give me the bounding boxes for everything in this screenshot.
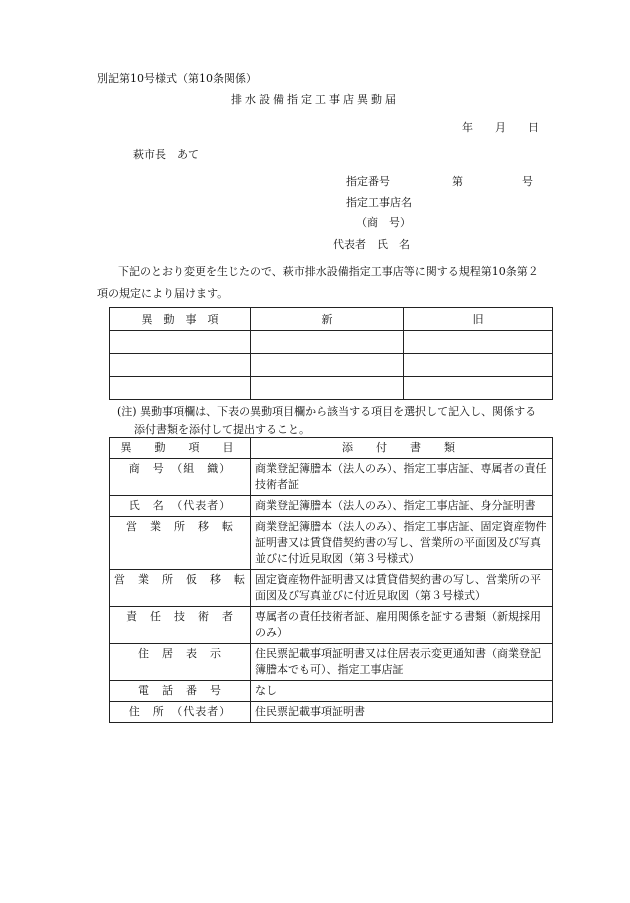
table-row [110, 607, 553, 644]
table-row [110, 459, 553, 496]
documents-text: 商業登記簿謄本（法人のみ）、指定工事店証、専属者の責任技術者証 [251, 459, 553, 496]
table-row [110, 496, 553, 517]
documents-text: 専属者の責任技術者証、雇用関係を証する書類（新規採用のみ） [251, 607, 553, 644]
item-label: 住 居 表 示 [110, 644, 251, 681]
item-label: 営 業 所 移 転 [110, 517, 251, 570]
documents-text: 住民票記載事項証明書 [251, 702, 553, 723]
item-label: 住 所 （代表者） [110, 702, 251, 723]
item-label: 氏 名 （代表者） [110, 496, 251, 517]
attachments-table [109, 437, 553, 723]
designation-dai: 第 [452, 175, 463, 188]
trade-name-label: （商 号） [356, 216, 411, 229]
note-line1: (注) 異動事項欄は、下表の異動項目欄から該当する項目を選択して記入し、関係する [117, 405, 537, 418]
new-value-field[interactable] [251, 377, 404, 400]
table-row [110, 681, 553, 702]
date-line: 年 月 日 [462, 121, 539, 134]
old-value-field[interactable] [404, 377, 553, 400]
documents-text: 商業登記簿謄本（法人のみ）、指定工事店証、身分証明書 [251, 496, 553, 517]
documents-text: 固定資産物件証明書又は賃貸借契約書の写し、営業所の平面図及び写真並びに付近見取図（第３号様式） [251, 570, 553, 607]
designation-number-label: 指定番号 [346, 175, 390, 188]
change-table-header [110, 308, 553, 331]
header-old: 旧 [404, 308, 553, 331]
header-new: 新 [251, 308, 404, 331]
item-label: 電 話 番 号 [110, 681, 251, 702]
table-row [110, 331, 553, 354]
table-row [110, 354, 553, 377]
table-row [110, 570, 553, 607]
form-reference: 別記第10号様式（第10条関係） [97, 72, 257, 85]
change-item-field[interactable] [110, 354, 251, 377]
designation-go: 号 [522, 175, 533, 188]
table-row [110, 644, 553, 681]
change-table [109, 307, 553, 400]
documents-text: 商業登記簿謄本（法人のみ）、指定工事店証、固定資産物件証明書又は賃貸借契約書の写し、営業所の平面図及び写真並びに付近見取図（第３号様式） [251, 517, 553, 570]
item-label: 商 号 （組 織） [110, 459, 251, 496]
document-title: 排水設備指定工事店異動届 [231, 93, 399, 106]
header-change-item: 異 動 事 項 [110, 308, 251, 331]
table-row [110, 702, 553, 723]
attachments-table-header [110, 438, 553, 459]
representative-label: 代表者 氏 名 [333, 238, 410, 251]
documents-text: 住民票記載事項証明書又は住居表示変更通知書（商業登記簿謄本でも可）、指定工事店証 [251, 644, 553, 681]
body-text-line2: 項の規定により届けます。 [97, 287, 229, 300]
change-item-field[interactable] [110, 331, 251, 354]
shop-name-label: 指定工事店名 [346, 196, 412, 209]
header-item: 異 動 項 目 [110, 438, 251, 459]
item-label: 責 任 技 術 者 [110, 607, 251, 644]
table-row [110, 377, 553, 400]
header-documents: 添 付 書 類 [251, 438, 553, 459]
item-label: 営 業 所 仮 移 転 [110, 570, 251, 607]
addressee: 萩市長 あて [133, 148, 199, 161]
change-item-field[interactable] [110, 377, 251, 400]
body-text-line1: 下記のとおり変更を生じたので、萩市排水設備指定工事店等に関する規程第10条第２ [118, 265, 539, 278]
documents-text: なし [251, 681, 553, 702]
old-value-field[interactable] [404, 331, 553, 354]
note-line2: 添付書類を添付して提出すること。 [134, 423, 310, 436]
old-value-field[interactable] [404, 354, 553, 377]
new-value-field[interactable] [251, 331, 404, 354]
new-value-field[interactable] [251, 354, 404, 377]
table-row [110, 517, 553, 570]
